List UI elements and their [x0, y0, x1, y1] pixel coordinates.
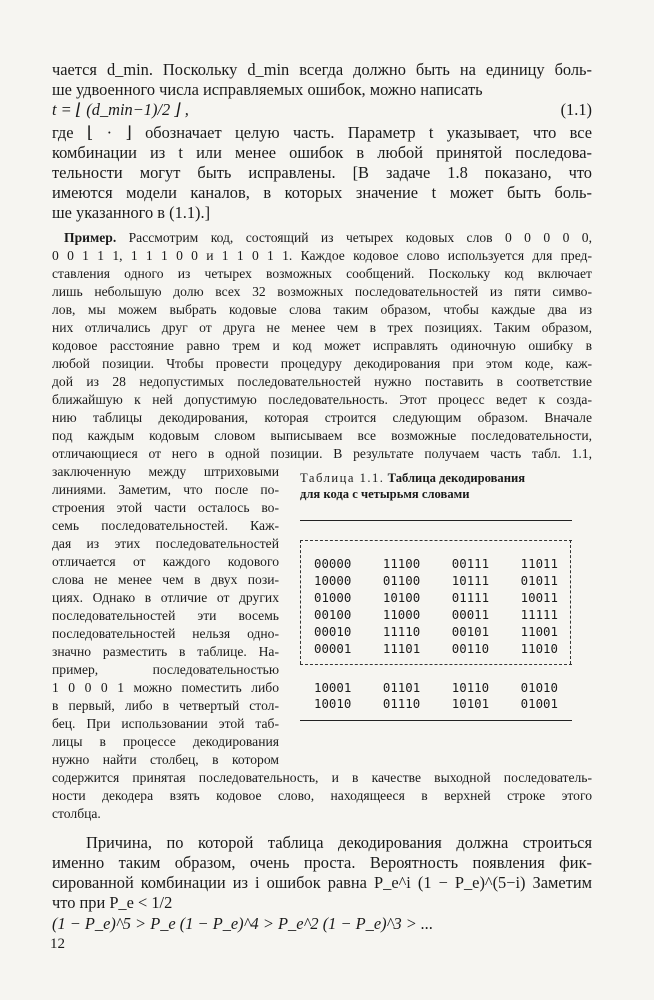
intro-line-1: чается d_min. Поскольку d_min всегда должно быть на единицу боль- [52, 60, 592, 79]
table-cell: 00011 [451, 607, 490, 622]
example-line-12: под каждым кодовым словом выписываем все возможные последовательности, [52, 428, 592, 443]
table-cell: 11011 [520, 556, 558, 571]
table-cell: 11010 [520, 641, 558, 656]
example-line-9: дой из 28 недопустимых последовательностей нужно поставить в соответствие [52, 374, 592, 389]
example-line-11: нию таблицы декодирования, которая строится следующим образом. Вначале [52, 410, 592, 425]
example-line-3: ставления одного из четырех возможных сообщений. Поскольку код включает [52, 266, 592, 281]
narrow-line-13: 1 0 0 0 1 можно поместить либо [52, 680, 279, 695]
narrow-line-17: нужно найти столбец, в котором [52, 752, 279, 767]
narrow-line-8: циях. Однако в отличие от других [52, 590, 279, 605]
closing-line-1: Причина, по которой таблица декодирования должна строиться [86, 833, 592, 852]
closing-line-2: именно таким образом, очень проста. Вероятность появления фик- [52, 853, 592, 872]
table-title-2: для кода с четырьмя словами [300, 487, 470, 501]
right-dashed-border [570, 540, 571, 664]
table-row [314, 641, 558, 657]
narrow-line-2: линиями. Заметим, что после по- [52, 482, 279, 497]
narrow-line-16: лицы в процессе декодирования [52, 734, 279, 749]
example-line-2: 0 0 1 1 1, 1 1 1 0 0 и 1 1 0 1 1. Каждое кодовое слово используется для пред- [52, 248, 592, 263]
narrow-line-14: в первый, либо в четвертый стол- [52, 698, 279, 713]
tail-line-2: ности декодера взять кодовое слово, находящееся в верхней строке этого [52, 788, 592, 803]
table-cell: 11100 [382, 556, 421, 571]
table-row [314, 607, 558, 623]
narrow-line-6: отличается от каждого кодового [52, 554, 279, 569]
table-cell: 10011 [520, 590, 558, 605]
table-cell: 11000 [382, 607, 421, 622]
intro-line-2: ше удвоенного числа исправляемых ошибок, можно написать [52, 80, 483, 99]
equation-number: (1.1) [560, 100, 592, 119]
narrow-line-7: слова не менее чем в двух пози- [52, 572, 279, 587]
intro-after-line-4: имеются модели каналов, в которых значение t может быть боль- [52, 183, 592, 202]
table-cell: 01111 [451, 590, 490, 605]
inequality: (1 − P_e)^5 > P_e (1 − P_e)^4 > P_e^2 (1 − P_e)^3 > ... [52, 914, 434, 933]
table-cell: 00000 [314, 556, 352, 571]
table-cell: 10101 [451, 696, 490, 711]
table-cell: 01001 [520, 696, 558, 711]
table-title-1: Таблица декодирования [387, 471, 526, 485]
table-row [314, 590, 558, 606]
table-cell: 01101 [382, 680, 421, 695]
example-line-10: ближайшую к ней допустимую последовательность. Этот процесс ведет к созда- [52, 392, 592, 407]
example-line-1-text: Рассмотрим код, состоящий из четырех кодовых слов 0 0 0 0 0, [128, 230, 592, 245]
table-cell: 11111 [520, 607, 558, 622]
example-line-5: лов, мы можем выбрать кодовые слова таким образом, чтобы каждые два из [52, 302, 592, 317]
table-row [314, 556, 558, 572]
formula-1-1: t = ⌊ (d_min−1)/2 ⌋ , [52, 100, 189, 119]
example-line-1 [64, 229, 592, 247]
tail-line-1: содержится принятая последовательность, и в качестве выходной последователь- [52, 770, 592, 785]
intro-after-line-2: комбинации из t или менее ошибок в любой принятой последова- [52, 143, 592, 162]
narrow-line-15: бец. При использовании этой таб- [52, 716, 279, 731]
table-row [314, 573, 558, 589]
narrow-line-3: строения этой части осталось во- [52, 500, 279, 515]
table-bottom-rule [300, 720, 572, 721]
example-line-4: лишь небольшую долю всех 32 возможных последовательностей из пяти симво- [52, 284, 592, 299]
table-cell: 11110 [382, 624, 421, 639]
table-cell: 11001 [520, 624, 558, 639]
table-cell: 10010 [314, 696, 352, 711]
table-row [314, 680, 558, 696]
table-cell: 11101 [382, 641, 421, 656]
narrow-line-11: значно разместить в таблице. На- [52, 644, 279, 659]
example-lead: Пример. [64, 230, 117, 245]
table-cell: 00110 [451, 641, 490, 656]
intro-after-line-3: тельности могут быть исправлены. [В задаче 1.8 показано, что [52, 163, 592, 182]
table-caption-line-1 [300, 470, 572, 486]
narrow-line-9: последовательностей эти восемь [52, 608, 279, 623]
example-line-6: них отличались друг от друга не менее чем в трех позициях. Таким образом, [52, 320, 592, 335]
table-cell: 01100 [382, 573, 421, 588]
narrow-line-12: пример, последовательностью [52, 662, 279, 677]
narrow-line-4: семь последовательностей. Каж- [52, 518, 279, 533]
narrow-line-5: дая из этих последовательностей [52, 536, 279, 551]
table-cell: 00100 [314, 607, 352, 622]
left-dashed-border [300, 540, 301, 664]
example-line-13: отличающиеся от него в одной позиции. В результате получаем часть табл. 1.1, [52, 446, 592, 461]
table-cell: 10110 [451, 680, 490, 695]
table-label: Таблица 1.1. [300, 471, 385, 485]
page-number: 12 [50, 936, 65, 952]
table-row [314, 696, 558, 712]
table-cell: 00001 [314, 641, 352, 656]
example-line-7: кодовое расстояние равно трем и код может исправлять одиночную ошибку в [52, 338, 592, 353]
narrow-line-1: заключенную между штриховыми [52, 464, 279, 479]
tail-line-3: столбца. [52, 806, 101, 821]
closing-line-3: сированной комбинации из i ошибок равна P_e^i (1 − P_e)^(5−i) Заметим [52, 873, 592, 892]
table-cell: 01000 [314, 590, 352, 605]
table-cell: 01010 [520, 680, 558, 695]
table-cell: 10000 [314, 573, 352, 588]
table-cell: 01011 [520, 573, 558, 588]
table-cell: 10111 [451, 573, 490, 588]
table-cell: 10001 [314, 680, 352, 695]
decoding-table [300, 520, 572, 728]
table-cell: 00010 [314, 624, 352, 639]
intro-after-line-1: где ⌊ · ⌋ обозначает целую часть. Параметр t указывает, что все [52, 123, 592, 142]
intro-after-line-5: ше указанного в (1.1).] [52, 203, 211, 222]
upper-dashed-line [300, 540, 572, 541]
table-cell: 10100 [382, 590, 421, 605]
lower-dashed-line [300, 664, 572, 665]
closing-line-4: что при P_e < 1/2 [52, 893, 173, 912]
example-line-8: любой позиции. Чтобы провести процедуру декодирования при этом коде, каж- [52, 356, 592, 371]
table-cell: 00111 [451, 556, 490, 571]
table-top-rule [300, 520, 572, 521]
table-cell: 01110 [382, 696, 421, 711]
table-cell: 00101 [451, 624, 490, 639]
table-row [314, 624, 558, 640]
narrow-line-10: последовательностей нельзя одно- [52, 626, 279, 641]
